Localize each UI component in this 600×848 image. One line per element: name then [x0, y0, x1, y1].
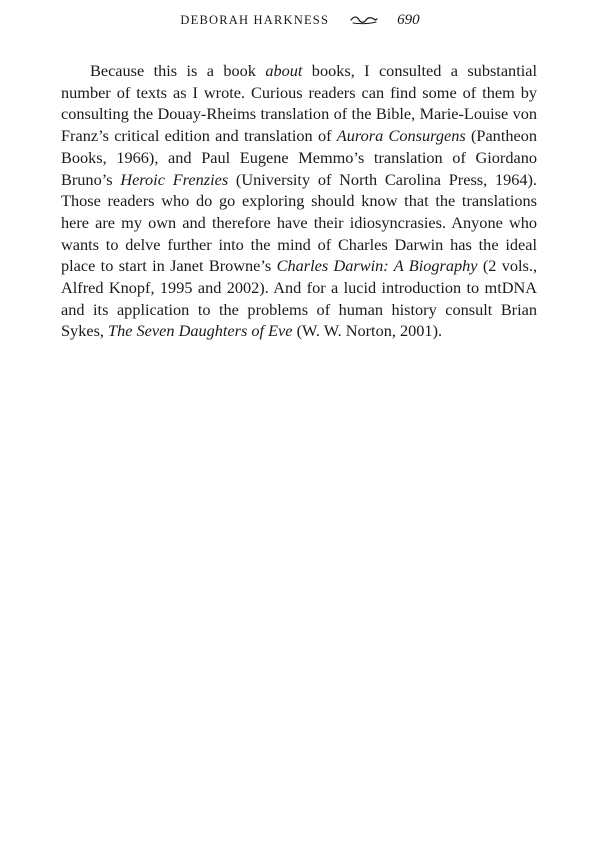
running-head-author: DEBORAH HARKNESS — [180, 13, 330, 27]
paragraph-text: (W. W. Norton, 2001). — [292, 321, 443, 341]
running-head — [0, 12, 600, 29]
italic-title-text: about — [265, 61, 303, 80]
page-number: 690 — [397, 12, 420, 28]
italic-title-text: The Seven Daughters of Eve — [108, 321, 293, 341]
italic-title-text: Heroic Frenzies — [120, 169, 229, 189]
italic-title-text: Charles Darwin: A Biography — [276, 256, 478, 276]
paragraph-text: (Pantheon Books, 1966), and Paul Eugene Memmo’s translation of Giordano Bruno’s — [61, 126, 537, 189]
italic-title-text: Aurora Consurgens — [336, 126, 466, 146]
paragraph-text: (University of North Carolina Press, 1964). Those readers who do go exploring should know that the translations here are my own and therefore have their idiosyncrasies. Anyone who wants to delve further into the mind of Charles Darwin has the ideal place to start in Janet Browne’s — [61, 169, 537, 276]
paragraph-text: books, I consulted a substantial number of texts as I wrote. Curious readers can find some of them by consulting the Douay-Rheims translation of the Bible, Marie-Louise von Franz’s critical edition and translation of — [61, 61, 537, 146]
paragraph-text: Because this is a book — [90, 61, 266, 80]
paragraph-text: (2 vols., Alfred Knopf, 1995 and 2002). And for a lucid introduction to mtDNA and its application to the problems of human history consult Brian Sykes, — [61, 256, 538, 341]
swash-ornament-icon — [349, 15, 379, 27]
body-paragraph — [61, 60, 537, 342]
